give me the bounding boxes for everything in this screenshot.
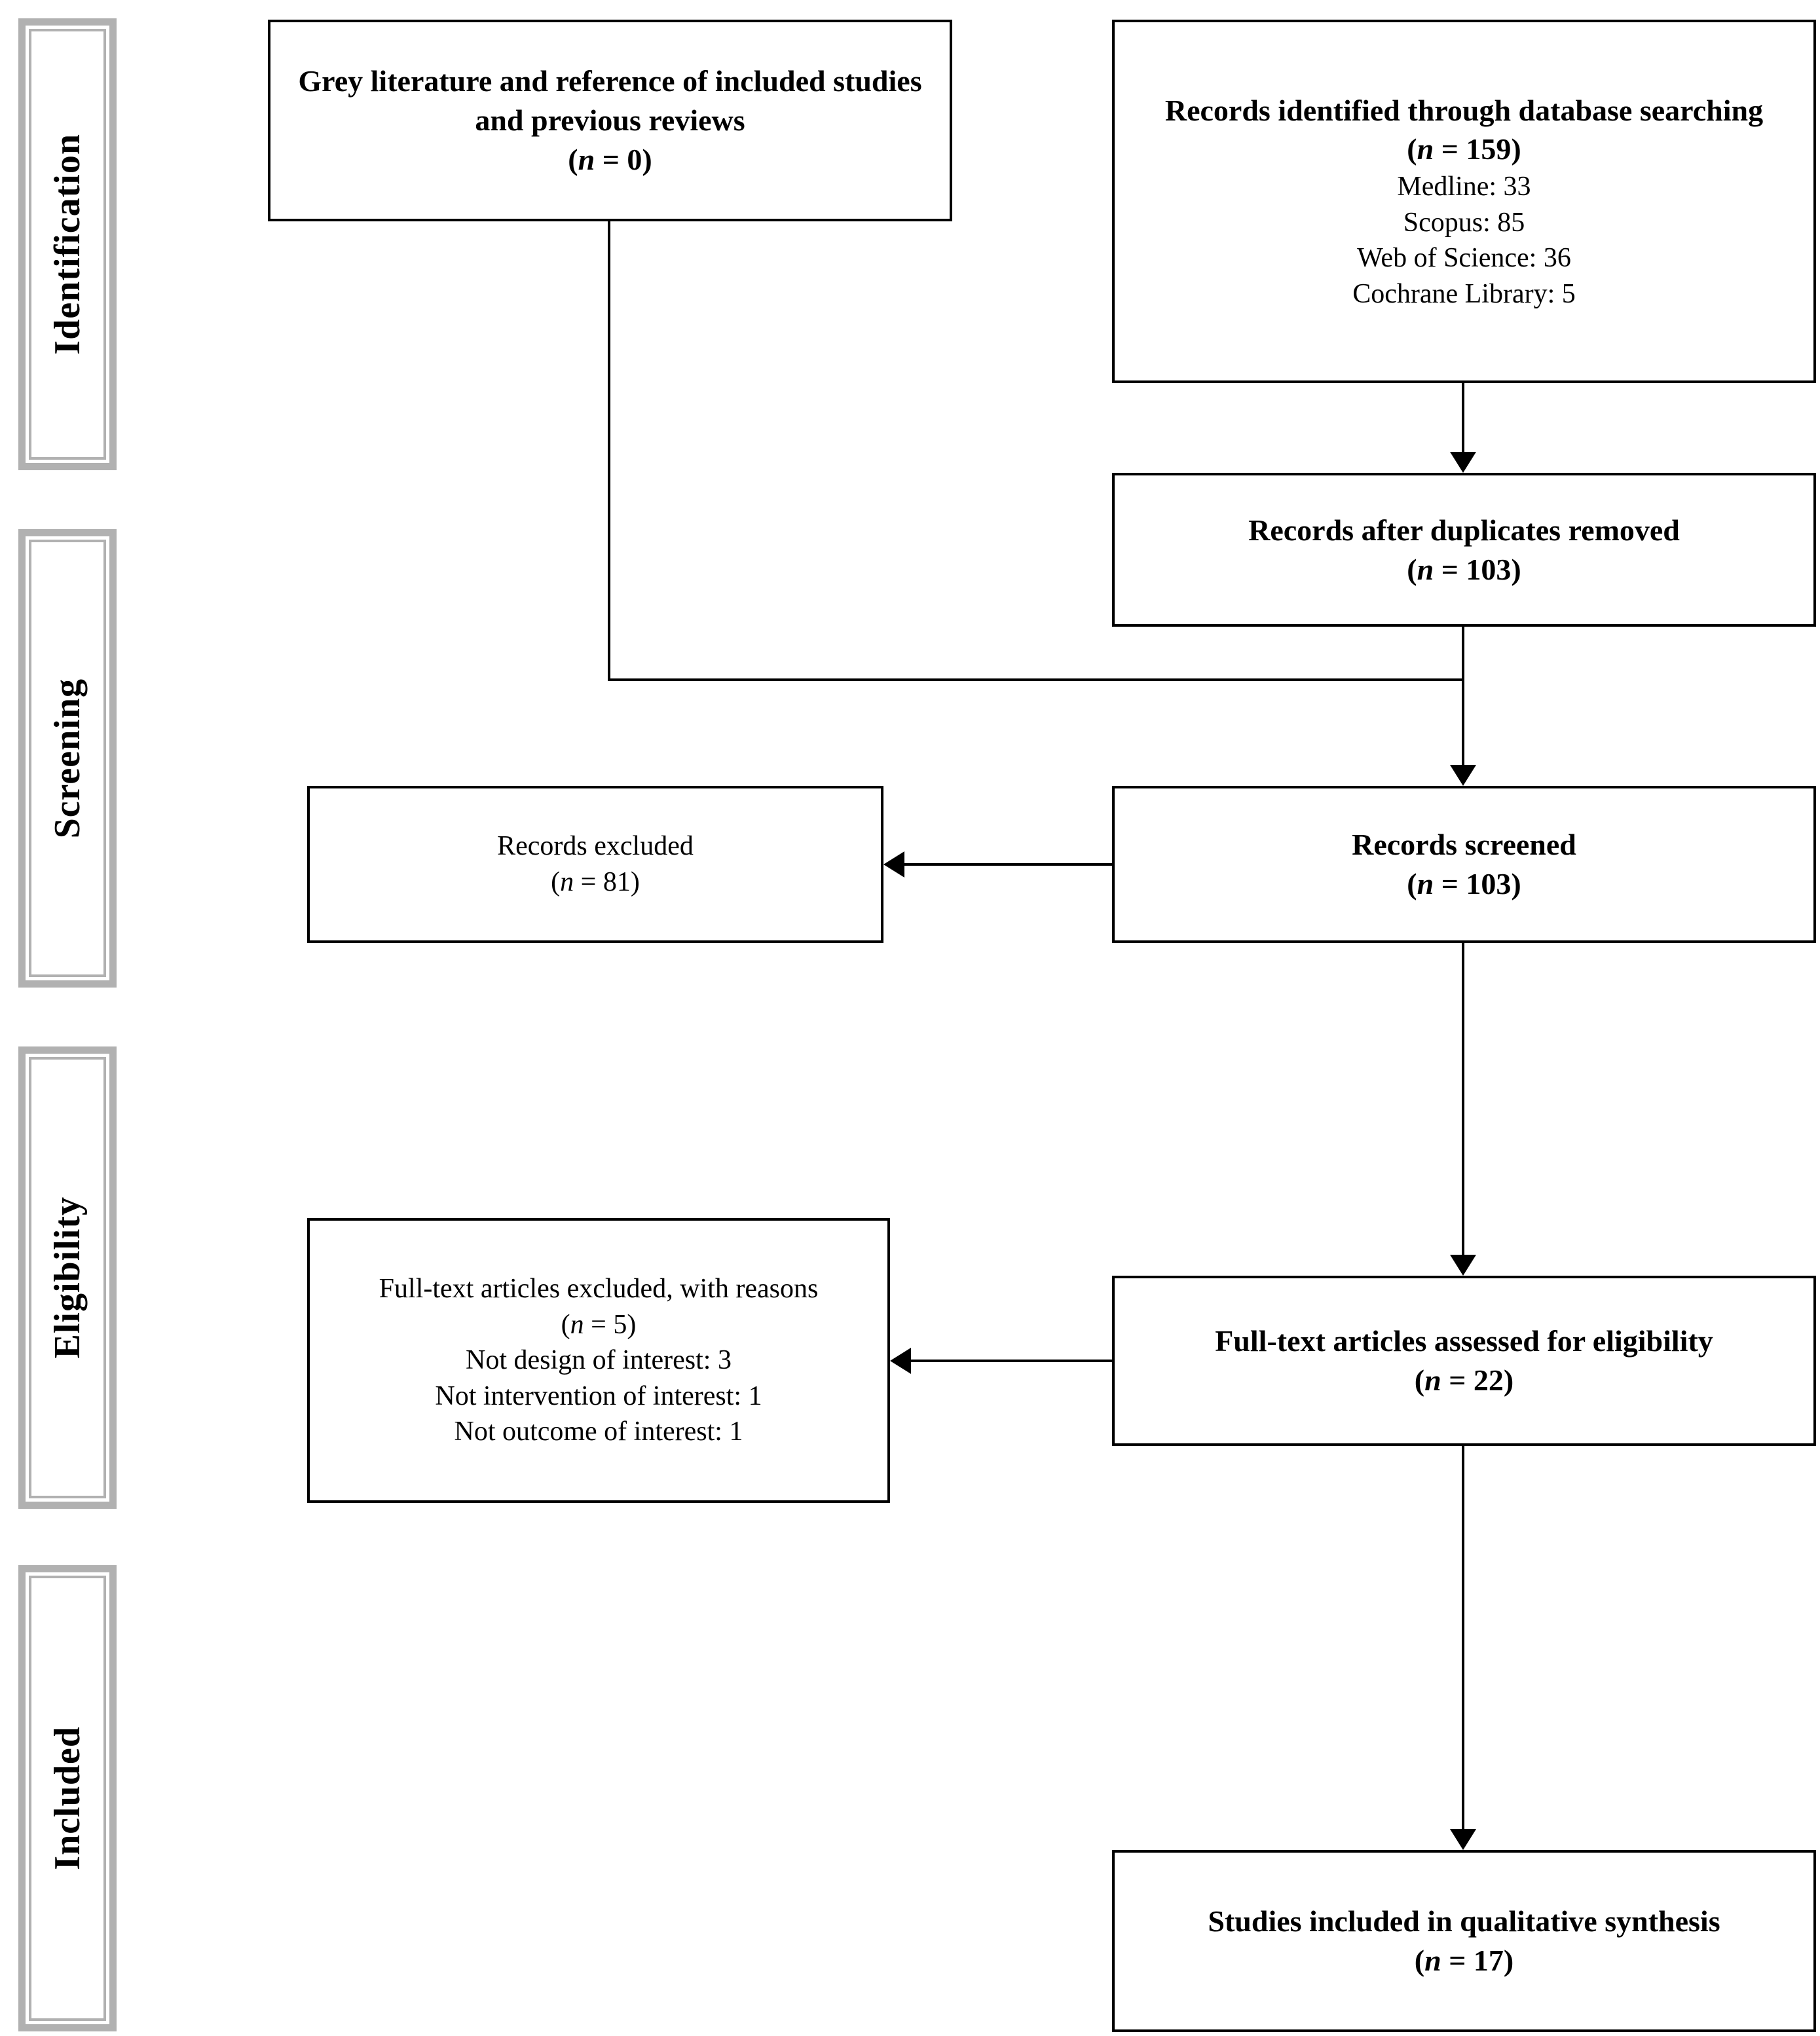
stage-label-included: Included [47,1726,88,1870]
flow-box-fulltext-excluded [307,1218,890,1503]
flow-box-studies-included [1112,1850,1816,2032]
stage-box-inner-frame [29,1057,106,1498]
box-count: (n = 103) [1407,552,1521,586]
stage-box-inner-frame [29,540,106,977]
arrowhead-into-duplicates [1450,452,1476,473]
connector-screened-to-assessed [1462,943,1464,1260]
connector-assessed-to-ftexcluded [905,1360,1112,1362]
box-title: Records after duplicates removed [1248,513,1680,547]
box-title: Full-text articles assessed for eligibility [1215,1324,1713,1358]
stage-box-inner-frame [29,29,106,460]
arrowhead-into-screened [1450,765,1476,786]
stage-label-screening: Screening [47,678,88,839]
stage-box-screening [18,529,117,988]
stage-box-included [18,1565,117,2031]
flow-box-records-excluded [307,786,883,943]
connector-assessed-to-included [1462,1446,1464,1834]
arrowhead-into-ftexcluded [890,1348,911,1374]
stage-label-identification: Identification [47,134,88,355]
box-count: (n = 17) [1414,1944,1514,1977]
box-title: Grey literature and reference of included studies and previous reviews [298,64,922,138]
stage-label-eligibility: Eligibility [47,1196,88,1359]
box-details: Medline: 33 Scopus: 85 Web of Science: 36 Cochrane Library: 5 [1352,172,1576,309]
box-count: (n = 81) [551,867,640,897]
connector-identified-to-duplicates [1462,383,1464,455]
connector-screened-to-excluded [899,863,1112,866]
box-title: Full-text articles excluded, with reasons [379,1274,819,1305]
flow-box-duplicates-removed [1112,473,1816,627]
connector-greylit-vertical [608,221,610,681]
box-count: (n = 5) [561,1309,637,1340]
stage-box-inner-frame [29,1576,106,2021]
box-details: Not design of interest: 3 Not intervention of interest: 1 Not outcome of interest: 1 [435,1345,762,1447]
box-title: Records excluded [497,831,694,862]
connector-duplicates-to-screened [1462,627,1464,768]
flow-box-records-screened [1112,786,1816,943]
box-title: Records screened [1352,828,1576,862]
box-count: (n = 103) [1407,867,1521,900]
stage-box-identification [18,18,117,470]
flow-box-grey-literature [268,20,952,221]
arrowhead-into-assessed [1450,1255,1476,1276]
arrowhead-into-excluded [883,851,904,878]
box-title: Studies included in qualitative synthesis [1208,1904,1720,1938]
box-count: (n = 22) [1414,1363,1514,1397]
stage-box-eligibility [18,1046,117,1509]
connector-greylit-horizontal [608,678,1463,681]
box-count: (n = 0) [568,142,652,176]
box-count: (n = 159) [1407,132,1521,166]
arrowhead-into-included [1450,1829,1476,1850]
flow-box-records-identified [1112,20,1816,383]
flow-box-fulltext-assessed [1112,1276,1816,1446]
box-title: Records identified through database searching [1164,93,1764,127]
